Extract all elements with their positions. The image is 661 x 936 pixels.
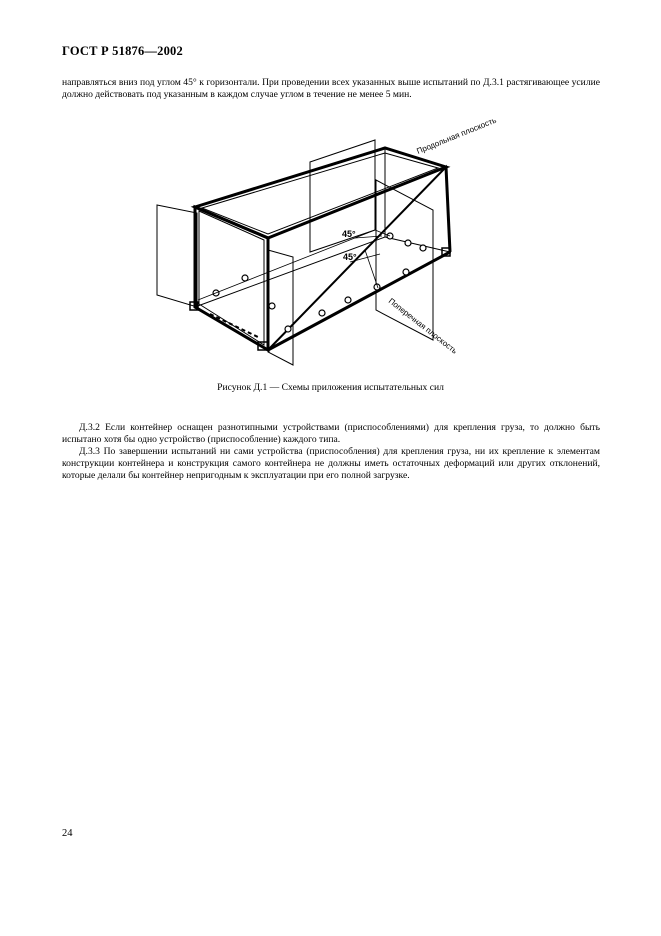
figure-container-diagram: [150, 110, 510, 370]
longitudinal-plane-label: Продольная плоскость: [415, 115, 498, 156]
figure-caption: Рисунок Д.1 — Схемы приложения испытательных сил: [217, 382, 444, 393]
angle-label-upper: 45°: [342, 229, 356, 239]
page-number: 24: [62, 828, 73, 839]
left-plane: [157, 205, 197, 307]
force-lines: [198, 230, 390, 300]
transverse-plane-label: Поперечная плоскость: [386, 296, 459, 356]
paragraph-d32: Д.3.2 Если контейнер оснащен разнотипными устройствами (приспособлениями) для крепления груза, то должно быть испытано хотя бы одно устройство (приспособление) каждого типа.: [62, 422, 600, 446]
paragraph-d33: Д.3.3 По завершении испытаний ни сами устройства (приспособления) для крепления груза, ни их крепление к элементам конструкции контейнера и конструкция самого контейнера не должны иметь остаточных деформаций или других отклонений, которые делали бы контейнер непригодным к эксплуатации при его полной загрузке.: [62, 446, 600, 482]
document-code-header: ГОСТ Р 51876—2002: [62, 44, 183, 58]
angle-label-lower: 45°: [343, 252, 357, 262]
container-diagram: [150, 110, 510, 370]
intro-paragraph: направляться вниз под углом 45° к горизонтали. При проведении всех указанных выше испытаний по Д.3.1 растягивающее усилие должно действовать под указанным в каждом случае углом в течение не менее 5 мин.: [62, 77, 600, 101]
